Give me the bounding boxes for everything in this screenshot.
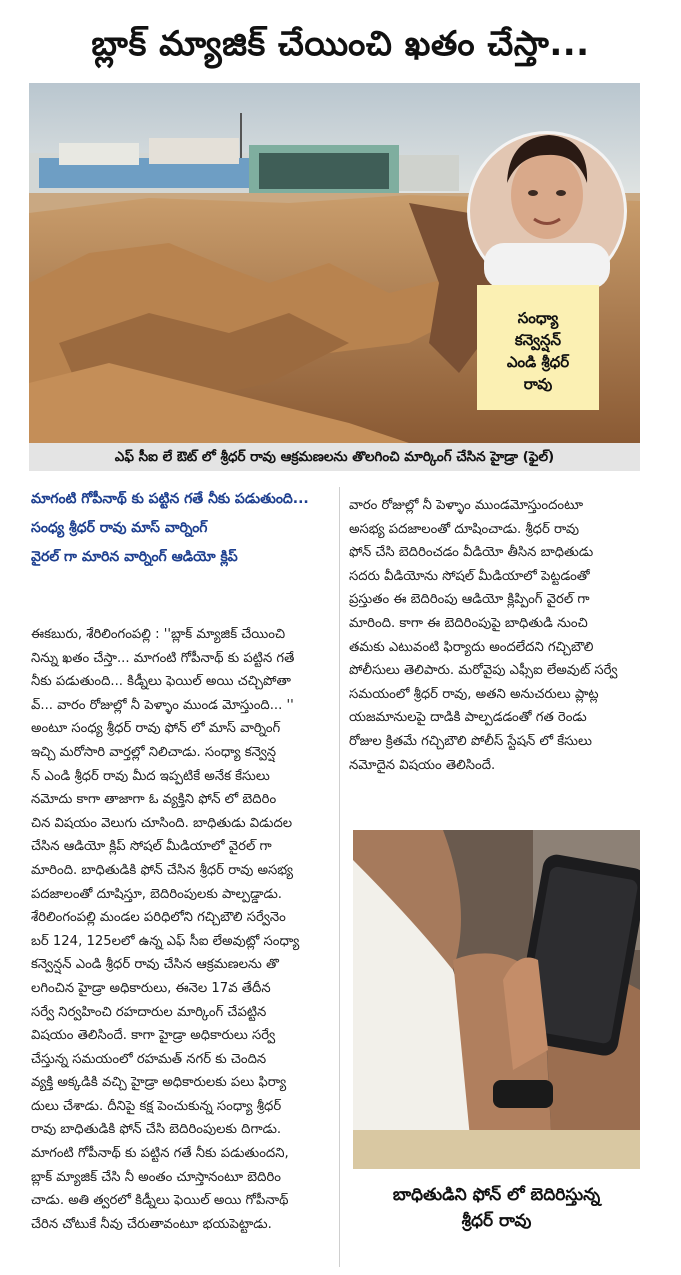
- phone-photo-caption: [353, 1182, 640, 1234]
- article-line: వ్యక్తి అక్కడికి వచ్చి హైడ్రా అధికారులకు పలు ఫిర్యా: [31, 1075, 287, 1091]
- inset-label-line4: రావు: [523, 374, 553, 393]
- article-left-column: [31, 623, 333, 1236]
- article-line: మారింది. బాధితుడికి ఫోన్ చేసిన శ్రీధర్ రావు అసభ్య: [31, 862, 294, 878]
- article-line: అసభ్య పదజాలంతో దూషించాడు. శ్రీధర్ రావు: [349, 521, 580, 537]
- article-line: చేరిన చోటుకే నీవు చేరుతావంటూ భయపెట్టాడు.: [31, 1216, 272, 1232]
- article-line: సదరు వీడియోను సోషల్ మీడియాలో పెట్టడంతో: [349, 568, 590, 584]
- subhead-2: సంధ్య శ్రీధర్ రావు మాస్ వార్నింగ్: [31, 520, 208, 536]
- man-holding-phone-image: [353, 830, 640, 1169]
- article-line: నమోదైన విషయం తెలిసిందే.: [349, 757, 496, 773]
- article-line: మారింది. కాగా ఈ బెదిరింపుపై బాధితుడి నుంచి: [349, 615, 588, 631]
- inset-label-line1: సంధ్యా: [517, 308, 559, 327]
- article-line: రావు బాధితుడికి ఫోన్ చేసి బెదిరింపులకు దిగాడు.: [31, 1122, 282, 1138]
- article-line: తమకు ఎటువంటి ఫిర్యాదు అందలేదని గచ్చిబౌలి: [349, 639, 594, 655]
- phone-call-photo: [353, 830, 640, 1169]
- article-line: సమయంలో శ్రీధర్ రావు, అతని అనుచరులు ప్లాట్ల: [349, 686, 599, 702]
- article-line: సర్వే నిర్వహించి రహదారుల మార్కింగ్ చేపట్టిన: [31, 1004, 267, 1020]
- article-line: చేస్తున్న సమయంలో రహమత్ నగర్ కు చెందిన: [31, 1051, 267, 1067]
- article-line: రోజుల క్రితమే గచ్చిబౌలి పోలీస్ స్టేషన్ లో కేసులు: [349, 733, 592, 749]
- article-line: బ్లాక్ మ్యాజిక్ చేసి నీ అంతం చూస్తానంటూ బెదిరిం: [31, 1169, 281, 1185]
- article-line: విషయం తెలిసిందే. కాగా హైడ్రా అధికారులు సర్వే: [31, 1028, 276, 1044]
- main-photo-caption: ఎఫ్ సీఐ లే ఔట్ లో శ్రీధర్ రావు ఆక్రమణలను తొలగించి మార్కింగ్ చేసిన హైడ్రా (ఫైల్): [29, 443, 640, 471]
- article-line: చిన విషయం వెలుగు చూసింది. బాధితుడు విడుదల: [31, 815, 293, 831]
- article-line: నిన్ను ఖతం చేస్తా... మాగంటి గోపీనాథ్ కు పట్టిన గతే: [31, 650, 295, 666]
- article-line: పోలీసులు తెలిపారు. మరోవైపు ఎఫ్సీఐ లేఅవుట్ సర్వే: [349, 663, 618, 679]
- article-line: ఫోన్ చేసి బెదిరించడం వీడియో తీసిన బాధితుడు: [349, 545, 594, 561]
- article-line: బర్ 124, 125లలో ఉన్న ఎఫ్ సీఐ లేఅవుట్లో సంధ్యా: [31, 933, 300, 949]
- article-line: చాడు. అతి త్వరలో కిడ్నీలు ఫెయిల్ అయి గోపీనాథ్: [31, 1193, 289, 1209]
- inset-label-line2: కన్వెన్షన్: [514, 330, 562, 349]
- article-line: వ్... వారం రోజుల్లో నీ పెళ్ళాం ముండ మోస్తుంది... '': [31, 697, 294, 713]
- article-line: చేసిన ఆడియో క్లిప్ సోషల్ మీడియాలో వైరల్ గా: [31, 839, 272, 855]
- article-line: వారం రోజుల్లో నీ పెళ్ళాం ముండమోస్తుందంటూ: [349, 498, 584, 513]
- article-line: యజమానులపై దాడికి పాల్పడడంతో గత రెండు: [349, 710, 587, 726]
- article-line: అంటూ సంధ్య శ్రీధర్ రావు ఫోన్ లో మాస్ వార్నింగ్: [31, 721, 281, 737]
- subhead-3: వైరల్ గా మారిన వార్నింగ్ ఆడియో క్లిప్: [31, 549, 238, 565]
- article-line: దులు చేశాడు. దీనిపై కక్ష పెంచుకున్న సంధ్యా శ్రీధర్: [31, 1098, 282, 1114]
- article-line: నీకు పడుతుంది... కిడ్నీలు ఫెయిల్ అయి చచ్చిపోతా: [31, 674, 291, 690]
- article-line: పదజాలంతో దూషిస్తూ, బెదిరింపులకు పాల్పడ్డాడు.: [31, 886, 283, 902]
- article-line: మాగంటి గోపీనాథ్ కు పట్టిన గతే నీకు పడుతుందని,: [31, 1146, 289, 1162]
- phone-photo-caption-line2: శ్రీధర్ రావు: [461, 1211, 532, 1231]
- article-line: ప్రస్తుతం ఈ బెదిరింపు ఆడియో క్లిప్పింగ్ వైరల్ గా: [349, 592, 590, 608]
- inset-person-label: [477, 285, 599, 410]
- inset-label-line3: ఎండి శ్రీధర్: [506, 352, 570, 371]
- article-line: నమోదు కాగా తాజాగా ఓ వ్యక్తిని ఫోన్ లో బెదిరిం: [31, 792, 277, 808]
- column-divider: [339, 487, 340, 1267]
- subhead-1: మాగంటి గోపీనాథ్ కు పట్టిన గతే నీకు పడుతుంది...: [31, 491, 309, 507]
- headline: బ్లాక్ మ్యాజిక్ చేయించి ఖతం చేస్తా...: [91, 24, 590, 64]
- article-line: ఈకబురు, శేరిలింగంపల్లి : ''బ్లాక్ మ్యాజిక్ చేయించి: [31, 627, 286, 642]
- article-line: శేరిలింగంపల్లి మండల పరిధిలోని గచ్చిబౌలి సర్వేనెం: [31, 910, 286, 926]
- article-line: కన్వెన్షన్ ఎండి శ్రీధర్ రావు చేసిన ఆక్రమణలను తొ: [31, 957, 279, 973]
- subheads: [31, 487, 331, 570]
- article-line: లగించిన హైడ్రా అధికారులు, ఈనెల 17వ తేదీన: [31, 980, 271, 996]
- article-right-column: [349, 494, 641, 777]
- article-line: న్ ఎండి శ్రీధర్ రావు మీద ఇప్పటికే అనేక కేసులు: [31, 768, 270, 784]
- article-line: ఇచ్చి మరోసారి వార్తల్లో నిలిచాడు. సంధ్యా కన్వెన్ష: [31, 744, 277, 760]
- phone-photo-caption-line1: బాధితుడిని ఫోన్ లో బెదిరిస్తున్న: [392, 1185, 601, 1205]
